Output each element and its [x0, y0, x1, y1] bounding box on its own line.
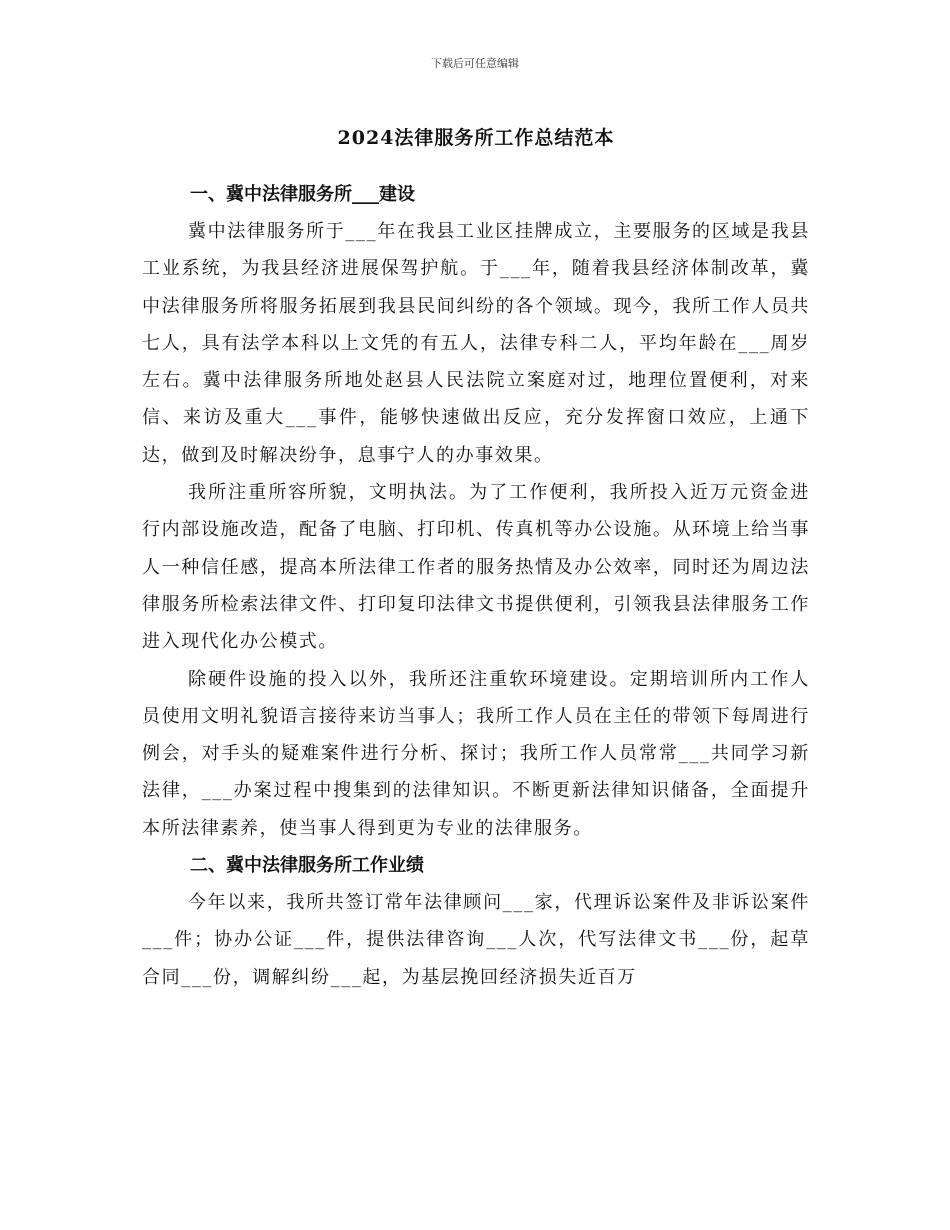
- paragraph: 除硬件设施的投入以外，我所还注重软环境建设。定期培训所内工作人员使用文明礼貌语言接待来访当事人；我所工作人员在主任的带领下每周进行例会，对手头的疑难案件进行分析、探讨；我所工作人员常常___共同学习新法律，___办案过程中搜集到的法律知识。不断更新法律知识储备，全面提升本所法律素养，使当事人得到更为专业的法律服务。: [142, 668, 810, 839]
- section-heading-1: 一、冀中法律服务所___建设: [190, 184, 415, 205]
- paragraph: 冀中法律服务所于___年在我县工业区挂牌成立，主要服务的区域是我县工业系统，为我县经济进展保驾护航。于___年，随着我县经济体制改革，冀中法律服务所将服务拓展到我县民间纠纷的各个领域。现今，我所工作人员共七人，具有法学本科以上文凭的有五人，法律专科二人，平均年龄在___周岁左右。冀中法律服务所地处赵县人民法院立案庭对过，地理位置便利，对来信、来访及重大___事件，能够快速做出反应，充分发挥窗口效应，上通下达，做到及时解决纷争，息事宁人的办事效果。: [142, 221, 810, 466]
- paragraph: 我所注重所容所貌，文明执法。为了工作便利，我所投入近万元资金进行内部设施改造，配备了电脑、打印机、传真机等办公设施。从环境上给当事人一种信任感，提高本所法律工作者的服务热情及办公效率，同时还为周边法律服务所检索法律文件、打印复印法律文书提供便利，引领我县法律服务工作进入现代化办公模式。: [142, 482, 810, 653]
- document-title: 2024法律服务所工作总结范本: [337, 127, 615, 149]
- paragraph: 今年以来，我所共签订常年法律顾问___家，代理诉讼案件及非诉讼案件___件；协办公证___件，提供法律咨询___人次，代写法律文书___份，起草合同___份，调解纠纷___起，为基层挽回经济损失近百万: [142, 892, 810, 988]
- document-body: [142, 118, 810, 996]
- section-heading-2: 二、冀中法律服务所工作业绩: [190, 855, 424, 877]
- header-note: 下载后可任意编辑: [431, 57, 519, 70]
